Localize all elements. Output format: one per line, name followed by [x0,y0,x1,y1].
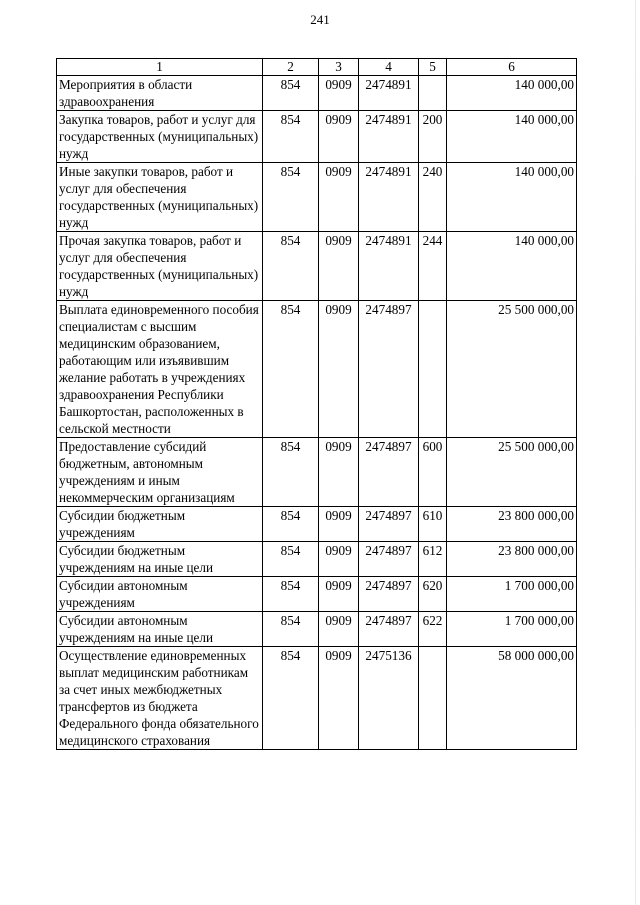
row-amount: 25 500 000,00 [447,438,577,507]
row-ministry-code: 854 [263,232,319,301]
row-amount: 140 000,00 [447,232,577,301]
header-col-4: 4 [359,59,419,76]
row-amount: 1 700 000,00 [447,577,577,612]
row-name: Предоставление субсидий бюджетным, автономным учреждениям и иным некоммерческим организациям [57,438,263,507]
scan-edge-shadow [635,0,636,905]
row-ministry-code: 854 [263,301,319,438]
table-row [57,232,577,301]
row-ministry-code: 854 [263,577,319,612]
row-target-code: 2474897 [359,542,419,577]
table-row [57,577,577,612]
row-expense-type: 612 [419,542,447,577]
row-section-code: 0909 [319,301,359,438]
row-expense-type: 610 [419,507,447,542]
table-header-row [57,59,577,76]
row-ministry-code: 854 [263,76,319,111]
table-row [57,438,577,507]
budget-table [56,58,577,750]
row-ministry-code: 854 [263,647,319,750]
row-expense-type [419,647,447,750]
table-row [57,111,577,163]
row-section-code: 0909 [319,612,359,647]
row-amount: 140 000,00 [447,76,577,111]
row-ministry-code: 854 [263,438,319,507]
row-name: Субсидии автономным учреждениям [57,577,263,612]
row-amount: 58 000 000,00 [447,647,577,750]
row-name: Субсидии бюджетным учреждениям на иные цели [57,542,263,577]
table-row [57,301,577,438]
row-section-code: 0909 [319,647,359,750]
row-name: Субсидии бюджетным учреждениям [57,507,263,542]
header-col-1: 1 [57,59,263,76]
row-name: Закупка товаров, работ и услуг для государственных (муниципальных) нужд [57,111,263,163]
row-name: Субсидии автономным учреждениям на иные цели [57,612,263,647]
row-ministry-code: 854 [263,612,319,647]
row-amount: 140 000,00 [447,111,577,163]
table-row [57,507,577,542]
header-col-6: 6 [447,59,577,76]
row-name: Осуществление единовременных выплат медицинским работникам за счет иных межбюджетных трансфертов из бюджета Федерального фонда обязательного медицинского страхования [57,647,263,750]
row-amount: 140 000,00 [447,163,577,232]
row-expense-type: 244 [419,232,447,301]
row-amount: 23 800 000,00 [447,507,577,542]
row-section-code: 0909 [319,111,359,163]
table-row [57,542,577,577]
row-amount: 25 500 000,00 [447,301,577,438]
row-target-code: 2474897 [359,438,419,507]
row-name: Прочая закупка товаров, работ и услуг для обеспечения государственных (муниципальных) нужд [57,232,263,301]
row-ministry-code: 854 [263,111,319,163]
row-target-code: 2474891 [359,163,419,232]
row-target-code: 2474891 [359,76,419,111]
header-col-2: 2 [263,59,319,76]
table-row [57,647,577,750]
header-col-5: 5 [419,59,447,76]
row-expense-type: 600 [419,438,447,507]
row-expense-type: 200 [419,111,447,163]
row-expense-type: 240 [419,163,447,232]
page-number: 241 [310,12,330,27]
row-target-code: 2474891 [359,111,419,163]
row-ministry-code: 854 [263,542,319,577]
row-ministry-code: 854 [263,163,319,232]
row-section-code: 0909 [319,76,359,111]
row-expense-type: 620 [419,577,447,612]
row-ministry-code: 854 [263,507,319,542]
row-section-code: 0909 [319,542,359,577]
row-target-code: 2474897 [359,577,419,612]
row-expense-type [419,76,447,111]
header-col-3: 3 [319,59,359,76]
row-name: Мероприятия в области здравоохранения [57,76,263,111]
row-expense-type: 622 [419,612,447,647]
row-section-code: 0909 [319,577,359,612]
row-name: Иные закупки товаров, работ и услуг для обеспечения государственных (муниципальных) нужд [57,163,263,232]
row-target-code: 2474891 [359,232,419,301]
row-name: Выплата единовременного пособия специалистам с высшим медицинским образованием, работающим или изъявившим желание работать в учреждениях здравоохранения Республики Башкортостан, расположенных в сельской местности [57,301,263,438]
table-row [57,76,577,111]
row-amount: 1 700 000,00 [447,612,577,647]
row-section-code: 0909 [319,438,359,507]
table-row [57,612,577,647]
row-target-code: 2474897 [359,301,419,438]
row-target-code: 2474897 [359,612,419,647]
row-target-code: 2474897 [359,507,419,542]
row-expense-type [419,301,447,438]
table-row [57,163,577,232]
row-section-code: 0909 [319,507,359,542]
row-section-code: 0909 [319,163,359,232]
row-section-code: 0909 [319,232,359,301]
row-amount: 23 800 000,00 [447,542,577,577]
row-target-code: 2475136 [359,647,419,750]
